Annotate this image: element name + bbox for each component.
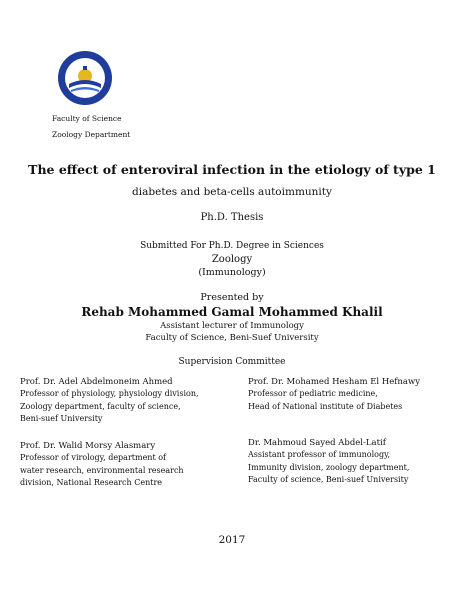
supervisor-name: Dr. Mahmoud Sayed Abdel-Latif [248, 438, 386, 448]
supervisor-line: Faculty of science, Beni-suef University [248, 474, 409, 484]
supervisor-line: Professor of virology, department of [20, 453, 166, 463]
submission-subject: Zoology [211, 254, 253, 265]
thesis-type: Ph.D. Thesis [200, 212, 264, 223]
supervisor-line: Zoology department, faculty of science, [20, 401, 181, 411]
submission-line: Submitted For Ph.D. Degree in Sciences [140, 241, 324, 251]
supervisor-line: Immunity division, zoology department, [248, 462, 410, 472]
presenter-affiliation: Faculty of Science, Beni-Suef University [145, 333, 319, 343]
supervisor-line: division, National Research Centre [20, 477, 163, 487]
department-label: Zoology Department [52, 130, 131, 139]
supervisor-line: Assistant professor of immunology, [248, 450, 391, 460]
supervisor-block-4 [248, 437, 409, 486]
university-logo-icon [57, 50, 113, 106]
thesis-title-line1: The effect of enteroviral infection in the etiology of type 1 [28, 162, 436, 177]
supervisor-line: Professor of physiology, physiology division, [20, 389, 199, 399]
year: 2017 [218, 534, 246, 546]
supervisor-block-1 [20, 376, 199, 425]
supervisor-name: Prof. Dr. Mohamed Hesham El Hefnawy [248, 377, 421, 387]
presented-by-label: Presented by [200, 292, 264, 303]
supervisor-name: Prof. Dr. Adel Abdelmoneim Ahmed [20, 377, 173, 387]
supervisor-line: Professor of pediatric medicine, [248, 389, 378, 399]
thesis-title-line2: diabetes and beta-cells autoimmunity [132, 186, 332, 198]
supervisor-line: Head of National institute of Diabetes [248, 401, 403, 411]
faculty-label: Faculty of Science [52, 114, 122, 123]
supervisor-block-2 [248, 376, 420, 413]
submission-specialty: (Immunology) [198, 267, 266, 278]
committee-heading: Supervision Committee [178, 357, 286, 367]
supervisor-line: Beni-suef University [20, 413, 103, 423]
supervisor-line: water research, environmental research [20, 465, 184, 475]
supervisor-name: Prof. Dr. Walid Morsy Alasmary [20, 441, 156, 451]
presenter-title: Assistant lecturer of Immunology [160, 321, 304, 331]
supervisor-block-3 [20, 440, 184, 489]
presenter-name: Rehab Mohammed Gamal Mohammed Khalil [81, 305, 383, 319]
